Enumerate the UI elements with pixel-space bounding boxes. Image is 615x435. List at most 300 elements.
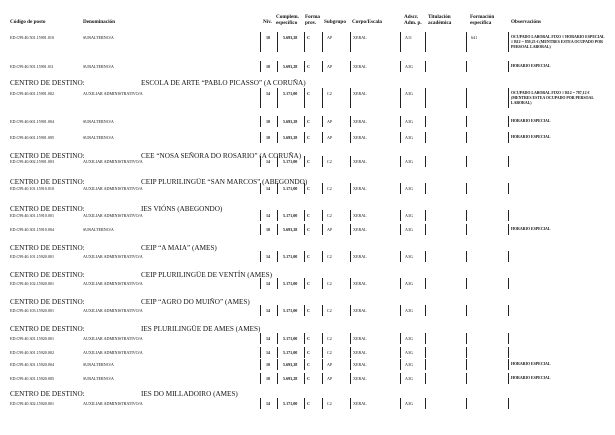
- column-divider: [425, 88, 426, 108]
- centre-name: CEIP “A MAIA” (AMES): [141, 244, 217, 252]
- column-divider: [260, 156, 261, 167]
- cell-complem: 5.693,28: [283, 135, 298, 140]
- cell-forma: C: [307, 336, 310, 341]
- cell-nivel: 14: [266, 281, 271, 286]
- column-divider: [260, 373, 261, 384]
- column-divider: [508, 32, 509, 52]
- column-divider: [400, 88, 401, 108]
- cell-code: ED.C99.40.301.15920.002: [10, 350, 55, 355]
- cell-corpo: XERAL: [353, 336, 367, 341]
- cell-corpo: XERAL: [353, 362, 367, 367]
- cell-denom: AUXILIAR ADMINISTRATIVO/A: [83, 91, 143, 96]
- cell-denom: AUXILIAR ADMINISTRATIVO/A: [83, 401, 143, 406]
- column-divider: [508, 278, 509, 289]
- cell-complem: 5.171,00: [283, 186, 298, 191]
- column-divider: [508, 156, 509, 167]
- column-divider: [466, 61, 467, 72]
- column-divider: [322, 183, 323, 194]
- cell-nivel: 14: [266, 91, 271, 96]
- column-divider: [400, 359, 401, 370]
- centre-name: CEIP PLURILINGÜE “SAN MARCOS” (ABEGONDO): [141, 178, 308, 186]
- cell-adscr: A11: [405, 35, 412, 40]
- cell-denom: SUBALTERNO/A: [83, 135, 114, 140]
- column-divider: [277, 347, 278, 358]
- column-divider: [277, 305, 278, 316]
- column-divider: [277, 116, 278, 127]
- column-divider: [425, 224, 426, 235]
- cell-corpo: XERAL: [353, 254, 367, 259]
- column-divider: [260, 398, 261, 409]
- cell-forma: C: [307, 186, 310, 191]
- cell-complem: 5.693,28: [283, 227, 298, 232]
- column-divider: [400, 278, 401, 289]
- centre-heading: [10, 79, 430, 89]
- cell-corpo: XERAL: [353, 186, 367, 191]
- cell-forma: C: [307, 281, 310, 286]
- centre-name: CEIP “AGRO DO MUIÑO” (AMES): [141, 298, 250, 306]
- column-divider: [260, 116, 261, 127]
- column-divider: [400, 116, 401, 127]
- cell-subgrupo: C2: [327, 401, 332, 406]
- cell-subgrupo: C2: [327, 186, 332, 191]
- cell-corpo: XERAL: [353, 64, 367, 69]
- column-divider: [508, 116, 509, 127]
- column-divider: [425, 398, 426, 409]
- centre-heading: [10, 152, 430, 162]
- cell-corpo: XERAL: [353, 376, 367, 381]
- centre-heading: [10, 298, 430, 308]
- column-divider: [304, 183, 305, 194]
- column-divider: [508, 224, 509, 235]
- column-divider: [322, 359, 323, 370]
- column-divider: [322, 132, 323, 143]
- cell-code: ED.C99.40.302.15920.001: [10, 401, 55, 406]
- cell-nivel: 10: [266, 376, 271, 381]
- column-divider: [466, 278, 467, 289]
- column-divider: [277, 224, 278, 235]
- cell-nivel: 14: [266, 186, 271, 191]
- column-divider: [400, 132, 401, 143]
- cell-code: ED.C99.40.501.15901.011: [10, 64, 54, 69]
- column-divider: [260, 32, 261, 52]
- cell-nivel: 14: [266, 254, 271, 259]
- column-divider: [260, 278, 261, 289]
- cell-subgrupo: C2: [327, 308, 332, 313]
- cell-forma: C: [307, 119, 310, 124]
- column-divider: [304, 88, 305, 108]
- column-divider: [322, 305, 323, 316]
- cell-subgrupo: C2: [327, 254, 332, 259]
- cell-denom: AUXILIAR ADMINISTRATIVO/A: [83, 336, 143, 341]
- column-divider: [260, 251, 261, 262]
- column-divider: [304, 347, 305, 358]
- centre-heading: [10, 271, 430, 281]
- column-divider: [508, 88, 509, 108]
- column-divider: [322, 156, 323, 167]
- column-divider: [277, 61, 278, 72]
- cell-code: ED.C99.40.102.15920.001: [10, 281, 55, 286]
- centre-label: CENTRO DE DESTINO:: [10, 205, 85, 213]
- column-divider: [400, 305, 401, 316]
- cell-nivel: 10: [266, 119, 271, 124]
- cell-adscr: A3G: [405, 254, 413, 259]
- cell-nivel: 14: [266, 159, 271, 164]
- cell-observacions: HORARIO ESPECIAL: [511, 227, 551, 231]
- cell-denom: AUXILIAR ADMINISTRATIVO/A: [83, 186, 143, 191]
- cell-nivel: 14: [266, 213, 271, 218]
- centre-label: CENTRO DE DESTINO:: [10, 271, 85, 279]
- column-divider: [425, 183, 426, 194]
- column-divider: [466, 398, 467, 409]
- column-divider: [425, 61, 426, 72]
- column-divider: [304, 333, 305, 344]
- cell-corpo: XERAL: [353, 159, 367, 164]
- cell-denom: AUXILIAR ADMINISTRATIVO/A: [83, 350, 143, 355]
- centre-heading: [10, 205, 430, 215]
- column-divider: [277, 88, 278, 108]
- cell-nivel: 14: [266, 308, 271, 313]
- cell-subgrupo: AP: [327, 35, 333, 40]
- column-divider: [508, 210, 509, 221]
- column-divider: [260, 305, 261, 316]
- cell-corpo: XERAL: [353, 91, 367, 96]
- column-divider: [304, 61, 305, 72]
- column-divider: [322, 347, 323, 358]
- column-divider: [350, 359, 351, 370]
- cell-nivel: 14: [266, 336, 271, 341]
- column-divider: [508, 359, 509, 370]
- cell-denom: SUBALTERNO/A: [83, 362, 114, 367]
- column-divider: [400, 224, 401, 235]
- centre-heading: [10, 244, 430, 254]
- cell-observacions: HORARIO ESPECIAL: [511, 376, 551, 380]
- column-divider: [260, 183, 261, 194]
- cell-corpo: XERAL: [353, 135, 367, 140]
- column-divider: [508, 251, 509, 262]
- column-divider: [260, 88, 261, 108]
- centre-label: CENTRO DE DESTINO:: [10, 325, 85, 333]
- cell-code: ED.C99.40.601.15901.002: [10, 91, 55, 96]
- column-divider: [350, 305, 351, 316]
- column-divider: [400, 156, 401, 167]
- cell-observacions: HORARIO ESPECIAL: [511, 135, 551, 139]
- cell-forma: C: [307, 350, 310, 355]
- column-divider: [466, 305, 467, 316]
- cell-adscr: A3G: [405, 376, 413, 381]
- column-divider: [350, 251, 351, 262]
- column-divider: [400, 333, 401, 344]
- column-divider: [425, 278, 426, 289]
- cell-code: ED.C99.40.103.15920.001: [10, 308, 55, 313]
- cell-observacions: OCUPADO LABORAL FIXO // B12 = 787,12 € (MENTRES ESTEA OCUPADO POR PERSOAL LABORAL): [511, 91, 594, 105]
- header-forma-1: Forma: [305, 14, 320, 20]
- centre-heading: [10, 178, 430, 188]
- header-subgrupo: Subgrupo: [324, 19, 346, 25]
- cell-adscr: A3G: [405, 64, 413, 69]
- column-divider: [350, 347, 351, 358]
- column-divider: [508, 347, 509, 358]
- column-divider: [277, 210, 278, 221]
- column-divider: [508, 132, 509, 143]
- centre-label: CENTRO DE DESTINO:: [10, 79, 85, 87]
- column-divider: [304, 224, 305, 235]
- cell-corpo: XERAL: [353, 213, 367, 218]
- column-divider: [466, 132, 467, 143]
- column-divider: [260, 210, 261, 221]
- centre-name: ESCOLA DE ARTE “PABLO PICASSO” (A CORUÑA): [141, 79, 306, 87]
- column-divider: [466, 347, 467, 358]
- column-divider: [425, 156, 426, 167]
- cell-code: ED.C99.40.301.15920.004: [10, 362, 55, 367]
- cell-nivel: 14: [266, 350, 271, 355]
- column-divider: [277, 333, 278, 344]
- column-divider: [304, 373, 305, 384]
- column-divider: [350, 398, 351, 409]
- cell-forma: C: [307, 159, 310, 164]
- column-divider: [350, 156, 351, 167]
- column-divider: [304, 359, 305, 370]
- cell-subgrupo: C2: [327, 336, 332, 341]
- column-divider: [508, 183, 509, 194]
- column-divider: [466, 183, 467, 194]
- centre-name: IES PLURILINGÜE DE AMES (AMES): [141, 325, 261, 333]
- cell-complem: 5.171,00: [283, 213, 298, 218]
- cell-nivel: 10: [266, 227, 271, 232]
- cell-corpo: XERAL: [353, 227, 367, 232]
- cell-complem: 5.693,28: [283, 64, 298, 69]
- cell-forma: C: [307, 308, 310, 313]
- cell-forma: C: [307, 213, 310, 218]
- cell-code: ED.C99.40.002.15901.003: [10, 159, 55, 164]
- column-divider: [425, 373, 426, 384]
- header-adscr-1: Adscr.: [404, 14, 419, 20]
- column-divider: [304, 32, 305, 52]
- column-divider: [322, 398, 323, 409]
- cell-code: ED.C99.40.501.15901.010: [10, 35, 55, 40]
- cell-subgrupo: AP: [327, 227, 333, 232]
- header-titulacion-2: académica: [428, 20, 452, 26]
- column-divider: [277, 156, 278, 167]
- cell-corpo: XERAL: [353, 350, 367, 355]
- column-divider: [304, 156, 305, 167]
- centre-label: CENTRO DE DESTINO:: [10, 152, 85, 160]
- centre-heading: [10, 325, 430, 335]
- column-divider: [322, 32, 323, 52]
- column-divider: [400, 398, 401, 409]
- cell-corpo: XERAL: [353, 281, 367, 286]
- column-divider: [350, 88, 351, 108]
- column-divider: [400, 183, 401, 194]
- cell-complem: 5.693,28: [283, 35, 298, 40]
- header-forma-2: prov.: [305, 20, 317, 26]
- column-divider: [508, 398, 509, 409]
- cell-complem: 5.171,00: [283, 254, 298, 259]
- column-divider: [425, 116, 426, 127]
- cell-subgrupo: C2: [327, 281, 332, 286]
- cell-code: ED.C99.40.301.15910.001: [10, 213, 55, 218]
- cell-denom: SUBALTERNO/A: [83, 227, 114, 232]
- column-divider: [277, 183, 278, 194]
- header-formacion-1: Formación: [470, 14, 495, 20]
- column-divider: [466, 333, 467, 344]
- column-divider: [277, 32, 278, 52]
- cell-complem: 5.171,00: [283, 159, 298, 164]
- cell-denom: SUBALTERNO/A: [83, 35, 114, 40]
- column-divider: [277, 398, 278, 409]
- column-divider: [260, 61, 261, 72]
- cell-subgrupo: AP: [327, 376, 333, 381]
- column-divider: [304, 132, 305, 143]
- cell-nivel: 14: [266, 401, 271, 406]
- column-divider: [400, 210, 401, 221]
- cell-nivel: 10: [266, 35, 271, 40]
- cell-adscr: A3G: [405, 135, 413, 140]
- column-divider: [350, 278, 351, 289]
- cell-subgrupo: C2: [327, 159, 332, 164]
- cell-code: ED.C99.40.601.15901.004: [10, 119, 55, 124]
- cell-nivel: 10: [266, 362, 271, 367]
- column-divider: [400, 373, 401, 384]
- centre-label: CENTRO DE DESTINO:: [10, 298, 85, 306]
- header-observacions: Observacións: [511, 19, 541, 25]
- column-divider: [466, 210, 467, 221]
- header-codigo: Código de posto: [10, 19, 46, 25]
- column-divider: [508, 333, 509, 344]
- column-divider: [260, 347, 261, 358]
- cell-subgrupo: AP: [327, 64, 333, 69]
- column-divider: [425, 132, 426, 143]
- cell-adscr: A3G: [405, 213, 413, 218]
- column-divider: [350, 373, 351, 384]
- header-corpo: Corpo/Escala: [352, 19, 382, 25]
- cell-complem: 5.171,00: [283, 91, 298, 96]
- column-divider: [277, 251, 278, 262]
- column-divider: [277, 359, 278, 370]
- header-adscr-2: Adm. p.: [404, 20, 422, 26]
- column-divider: [304, 251, 305, 262]
- cell-denom: SUBALTERNO/A: [83, 119, 114, 124]
- header-formacion-2: específica: [470, 20, 492, 26]
- column-divider: [425, 347, 426, 358]
- cell-denom: AUXILIAR ADMINISTRATIVO/A: [83, 308, 143, 313]
- centre-name: CEE “NOSA SEÑORA DO ROSARIO” (A CORUÑA): [141, 152, 302, 160]
- column-divider: [508, 373, 509, 384]
- cell-denom: AUXILIAR ADMINISTRATIVO/A: [83, 254, 143, 259]
- cell-adscr: A3G: [405, 186, 413, 191]
- column-divider: [322, 61, 323, 72]
- header-complem-2: específico: [276, 20, 298, 26]
- cell-adscr: A3G: [405, 336, 413, 341]
- column-divider: [425, 210, 426, 221]
- centre-label: CENTRO DE DESTINO:: [10, 244, 85, 252]
- cell-corpo: XERAL: [353, 119, 367, 124]
- column-divider: [350, 116, 351, 127]
- cell-corpo: XERAL: [353, 35, 367, 40]
- column-divider: [400, 32, 401, 52]
- column-divider: [508, 305, 509, 316]
- cell-observacions: HORARIO ESPECIAL: [511, 362, 551, 366]
- cell-code: ED.C99.40.301.15910.004: [10, 227, 55, 232]
- cell-adscr: A3G: [405, 308, 413, 313]
- cell-denom: AUXILIAR ADMINISTRATIVO/A: [83, 159, 143, 164]
- column-divider: [322, 116, 323, 127]
- centre-heading: [10, 390, 430, 400]
- cell-complem: 5.171,00: [283, 336, 298, 341]
- column-divider: [260, 333, 261, 344]
- column-divider: [466, 224, 467, 235]
- cell-forma: C: [307, 35, 310, 40]
- cell-complem: 5.171,00: [283, 401, 298, 406]
- column-divider: [350, 224, 351, 235]
- cell-subgrupo: C2: [327, 350, 332, 355]
- cell-forma: C: [307, 227, 310, 232]
- column-divider: [466, 88, 467, 108]
- cell-adscr: A3G: [405, 227, 413, 232]
- cell-subgrupo: AP: [327, 362, 333, 367]
- cell-forma: C: [307, 254, 310, 259]
- column-divider: [400, 61, 401, 72]
- column-divider: [425, 359, 426, 370]
- header-complem-1: Complem.: [276, 14, 299, 20]
- cell-complem: 5.693,28: [283, 362, 298, 367]
- cell-adscr: A3G: [405, 281, 413, 286]
- cell-complem: 5.171,00: [283, 308, 298, 313]
- cell-formacion: 641: [471, 35, 478, 40]
- cell-observacions: HORARIO ESPECIAL: [511, 119, 551, 123]
- cell-complem: 5.171,00: [283, 350, 298, 355]
- centre-label: CENTRO DE DESTINO:: [10, 178, 85, 186]
- cell-code: ED.C99.40.601.15901.005: [10, 135, 55, 140]
- cell-nivel: 10: [266, 135, 271, 140]
- column-divider: [350, 183, 351, 194]
- column-divider: [277, 373, 278, 384]
- column-divider: [466, 373, 467, 384]
- cell-forma: C: [307, 362, 310, 367]
- header-nivel: Nív.: [263, 19, 272, 25]
- column-divider: [466, 32, 467, 52]
- cell-complem: 5.693,28: [283, 119, 298, 124]
- cell-forma: C: [307, 376, 310, 381]
- column-divider: [277, 278, 278, 289]
- cell-subgrupo: AP: [327, 135, 333, 140]
- cell-denom: AUXILIAR ADMINISTRATIVO/A: [83, 213, 143, 218]
- column-divider: [425, 251, 426, 262]
- cell-complem: 5.693,28: [283, 376, 298, 381]
- column-divider: [400, 347, 401, 358]
- cell-corpo: XERAL: [353, 308, 367, 313]
- column-divider: [350, 32, 351, 52]
- cell-forma: C: [307, 91, 310, 96]
- header-titulacion-1: Titulación: [428, 14, 451, 20]
- cell-adscr: A3G: [405, 401, 413, 406]
- column-divider: [322, 251, 323, 262]
- column-divider: [466, 251, 467, 262]
- cell-code: ED.C99.40.301.15920.001: [10, 336, 55, 341]
- column-divider: [350, 132, 351, 143]
- column-divider: [260, 224, 261, 235]
- cell-subgrupo: C2: [327, 213, 332, 218]
- column-divider: [304, 116, 305, 127]
- cell-code: ED.C99.40.101.15920.001: [10, 254, 55, 259]
- column-divider: [322, 333, 323, 344]
- column-divider: [400, 251, 401, 262]
- column-divider: [260, 359, 261, 370]
- column-divider: [260, 132, 261, 143]
- cell-observacions: HORARIO ESPECIAL: [511, 64, 551, 68]
- cell-subgrupo: C2: [327, 91, 332, 96]
- cell-denom: AUXILIAR ADMINISTRATIVO/A: [83, 281, 143, 286]
- column-divider: [304, 305, 305, 316]
